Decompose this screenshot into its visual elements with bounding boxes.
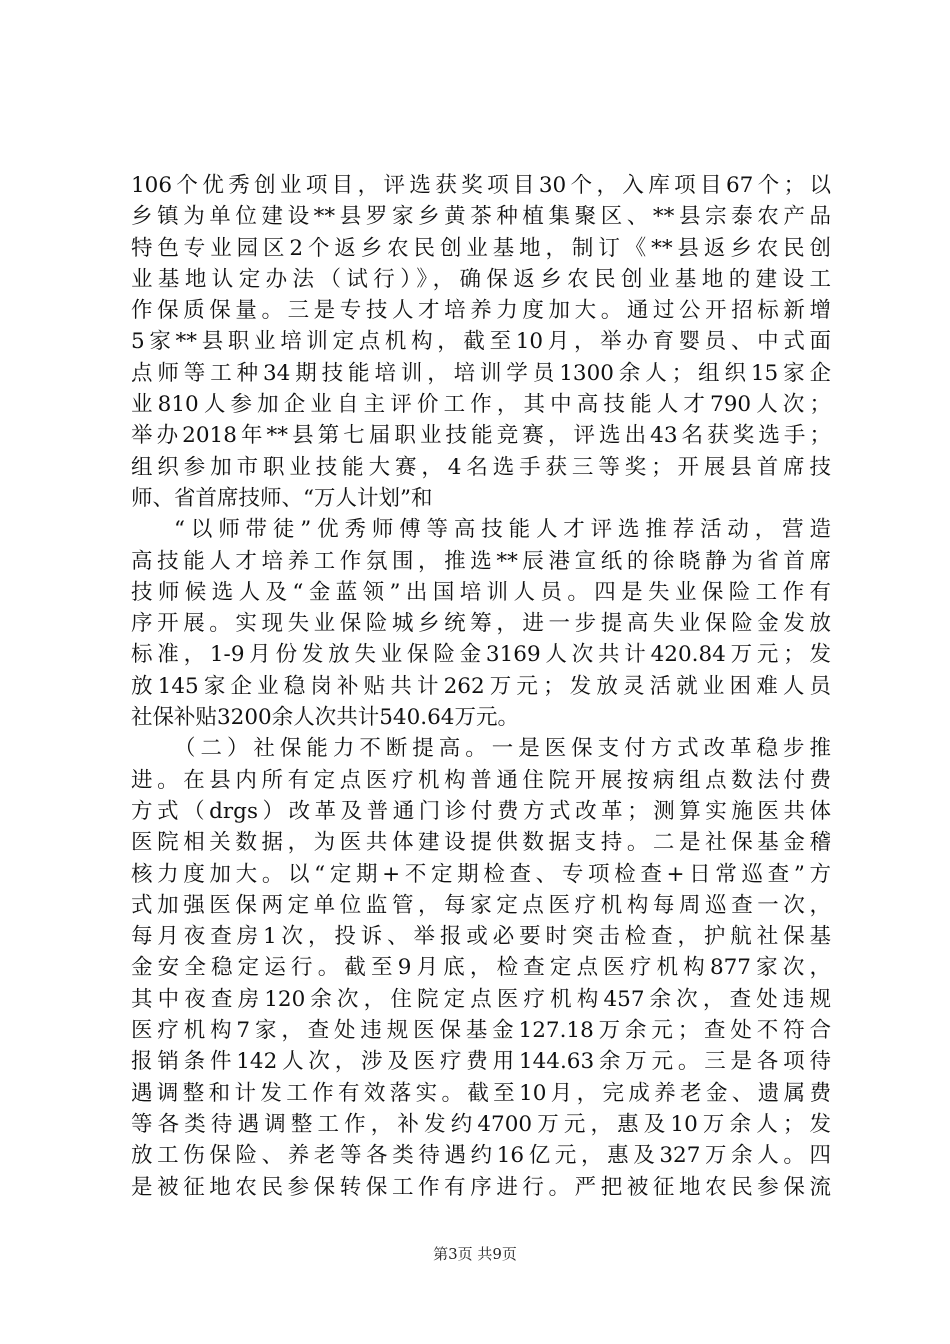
text-line: 业基地认定办法（试行）》，确保返乡农民创业基地的建设工 <box>131 266 831 292</box>
text-line: “以师带徒”优秀师傅等高技能人才评选推荐活动，营造 <box>174 517 831 543</box>
text-line: 每月夜查房1次，投诉、举报或必要时突击检查，护航社保基 <box>131 924 831 950</box>
text-line: 报销条件142人次，涉及医疗费用144.63余万元。三是各项待 <box>131 1049 831 1075</box>
text-line: 举办2018年**县第七届职业技能竞赛，评选出43名获奖选手； <box>131 423 831 449</box>
text-line: 方式（drgs）改革及普通门诊付费方式改革；测算实施医共体 <box>131 798 831 824</box>
text-line: 放145家企业稳岗补贴共计262万元；发放灵活就业困难人员 <box>131 673 831 699</box>
text-line: 等各类待遇调整工作，补发约4700万元，惠及10万余人；发 <box>131 1111 831 1137</box>
text-line: 核力度加大。以“定期+不定期检查、专项检查+日常巡查”方 <box>131 861 831 887</box>
text-line: 医疗机构7家，查处违规医保基金127.18万余元；查处不符合 <box>131 1018 831 1044</box>
page-number: 第3页 共9页 <box>433 1245 517 1263</box>
text-line: 其中夜查房120余次，住院定点医疗机构457余次，查处违规 <box>131 986 831 1012</box>
text-line: 师、省首席技师、“万人计划”和 <box>131 485 433 511</box>
text-line: 组织参加市职业技能大赛，4名选手获三等奖；开展县首席技 <box>131 454 831 480</box>
document-body <box>131 170 831 1203</box>
text-line: 放工伤保险、养老等各类待遇约16亿元，惠及327万余人。四 <box>131 1143 831 1169</box>
text-line: 式加强医保两定单位监管，每家定点医疗机构每周巡查一次， <box>131 892 831 918</box>
text-line: 技师候选人及“金蓝领”出国培训人员。四是失业保险工作有 <box>131 579 831 605</box>
text-line: 标准，1-9月份发放失业保险金3169人次共计420.84万元；发 <box>131 642 831 668</box>
paragraph-3 <box>131 733 831 1202</box>
text-line: 是被征地农民参保转保工作有序进行。严把被征地农民参保流 <box>131 1174 831 1200</box>
paragraph-1 <box>131 170 831 514</box>
text-line: 医院相关数据，为医共体建设提供数据支持。二是社保基金稽 <box>131 830 831 856</box>
text-line: 高技能人才培养工作氛围，推选**辰港宣纸的徐晓静为省首席 <box>131 548 831 574</box>
text-line: 业810人参加企业自主评价工作，其中高技能人才790人次； <box>131 392 831 418</box>
text-line: 作保质保量。三是专技人才培养力度加大。通过公开招标新增 <box>131 298 831 324</box>
text-line: 5家**县职业培训定点机构，截至10月，举办育婴员、中式面 <box>131 329 831 355</box>
text-line: 点师等工种34期技能培训，培训学员1300余人；组织15家企 <box>131 360 831 386</box>
text-line: 遇调整和计发工作有效落实。截至10月，完成养老金、遗属费 <box>131 1080 831 1106</box>
text-line: 乡镇为单位建设**县罗家乡黄茶种植集聚区、**县宗泰农产品 <box>131 204 831 230</box>
text-line: 特色专业园区2个返乡农民创业基地，制订《**县返乡农民创 <box>131 235 831 261</box>
text-line: 106个优秀创业项目，评选获奖项目30个，入库项目67个；以 <box>131 173 831 198</box>
paragraph-2 <box>131 514 831 733</box>
text-line: （二）社保能力不断提高。一是医保支付方式改革稳步推 <box>174 736 831 762</box>
text-line: 金安全稳定运行。截至9月底，检查定点医疗机构877家次， <box>131 955 831 981</box>
text-line: 进。在县内所有定点医疗机构普通住院开展按病组点数法付费 <box>131 767 831 793</box>
text-line: 序开展。实现失业保险城乡统筹，进一步提高失业保险金发放 <box>131 611 831 637</box>
text-line: 社保补贴3200余人次共计540.64万元。 <box>131 705 519 731</box>
